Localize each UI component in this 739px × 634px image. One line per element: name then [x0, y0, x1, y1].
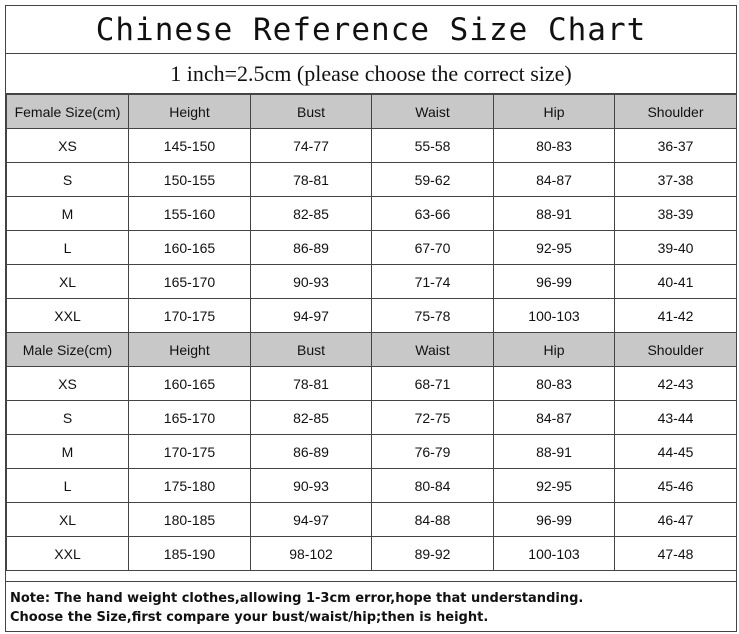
cell-waist: 59-62 — [372, 163, 494, 197]
cell-height: 155-160 — [129, 197, 251, 231]
size-label: S — [7, 401, 129, 435]
male-header-row — [7, 333, 737, 367]
cell-waist: 71-74 — [372, 265, 494, 299]
cell-shoulder: 46-47 — [615, 503, 737, 537]
size-label: M — [7, 435, 129, 469]
table-row — [7, 537, 737, 571]
cell-height: 170-175 — [129, 299, 251, 333]
size-chart — [5, 5, 737, 632]
cell-hip: 84-87 — [494, 163, 615, 197]
cell-bust: 90-93 — [251, 265, 372, 299]
cell-shoulder: 36-37 — [615, 129, 737, 163]
cell-bust: 82-85 — [251, 401, 372, 435]
cell-hip: 92-95 — [494, 469, 615, 503]
size-label: L — [7, 231, 129, 265]
column-header-waist: Waist — [372, 95, 494, 129]
note-line: Note: The hand weight clothes,allowing 1-3cm error,hope that understanding. — [10, 591, 584, 606]
column-header-bust: Bust — [251, 95, 372, 129]
cell-height: 180-185 — [129, 503, 251, 537]
column-header-height: Height — [129, 95, 251, 129]
column-header-waist: Waist — [372, 333, 494, 367]
column-header-hip: Hip — [494, 95, 615, 129]
size-table — [6, 94, 737, 571]
male-size-header: Male Size(cm) — [7, 333, 129, 367]
cell-bust: 78-81 — [251, 163, 372, 197]
size-label: XS — [7, 367, 129, 401]
cell-hip: 88-91 — [494, 197, 615, 231]
cell-waist: 55-58 — [372, 129, 494, 163]
size-note — [6, 581, 736, 631]
cell-height: 175-180 — [129, 469, 251, 503]
cell-bust: 78-81 — [251, 367, 372, 401]
female-section — [7, 95, 737, 333]
cell-waist: 72-75 — [372, 401, 494, 435]
note-line: Choose the Size,first compare your bust/waist/hip;then is height. — [10, 610, 489, 625]
size-label: XXL — [7, 537, 129, 571]
size-label: XL — [7, 503, 129, 537]
cell-waist: 76-79 — [372, 435, 494, 469]
female-header-row — [7, 95, 737, 129]
cell-height: 170-175 — [129, 435, 251, 469]
cell-shoulder: 47-48 — [615, 537, 737, 571]
cell-hip: 100-103 — [494, 537, 615, 571]
cell-shoulder: 41-42 — [615, 299, 737, 333]
chart-title: Chinese Reference Size Chart — [6, 6, 736, 54]
cell-waist: 89-92 — [372, 537, 494, 571]
cell-shoulder: 40-41 — [615, 265, 737, 299]
cell-bust: 86-89 — [251, 231, 372, 265]
cell-waist: 84-88 — [372, 503, 494, 537]
cell-shoulder: 45-46 — [615, 469, 737, 503]
table-row — [7, 163, 737, 197]
column-header-hip: Hip — [494, 333, 615, 367]
size-label: L — [7, 469, 129, 503]
cell-hip: 84-87 — [494, 401, 615, 435]
cell-height: 160-165 — [129, 231, 251, 265]
table-row — [7, 265, 737, 299]
cell-hip: 96-99 — [494, 503, 615, 537]
table-row — [7, 129, 737, 163]
cell-bust: 86-89 — [251, 435, 372, 469]
cell-height: 160-165 — [129, 367, 251, 401]
chart-subtitle: 1 inch=2.5cm (please choose the correct size) — [6, 54, 736, 94]
table-row — [7, 367, 737, 401]
cell-height: 145-150 — [129, 129, 251, 163]
column-header-shoulder: Shoulder — [615, 333, 737, 367]
cell-height: 150-155 — [129, 163, 251, 197]
table-row — [7, 503, 737, 537]
column-header-height: Height — [129, 333, 251, 367]
cell-shoulder: 39-40 — [615, 231, 737, 265]
column-header-bust: Bust — [251, 333, 372, 367]
cell-shoulder: 38-39 — [615, 197, 737, 231]
table-row — [7, 401, 737, 435]
cell-hip: 100-103 — [494, 299, 615, 333]
cell-shoulder: 42-43 — [615, 367, 737, 401]
cell-bust: 94-97 — [251, 299, 372, 333]
cell-hip: 80-83 — [494, 367, 615, 401]
size-label: XS — [7, 129, 129, 163]
column-header-shoulder: Shoulder — [615, 95, 737, 129]
cell-height: 165-170 — [129, 401, 251, 435]
table-row — [7, 435, 737, 469]
cell-waist: 67-70 — [372, 231, 494, 265]
table-row — [7, 299, 737, 333]
cell-height: 165-170 — [129, 265, 251, 299]
cell-bust: 82-85 — [251, 197, 372, 231]
cell-hip: 92-95 — [494, 231, 615, 265]
cell-bust: 94-97 — [251, 503, 372, 537]
cell-bust: 90-93 — [251, 469, 372, 503]
cell-waist: 80-84 — [372, 469, 494, 503]
cell-waist: 63-66 — [372, 197, 494, 231]
cell-hip: 88-91 — [494, 435, 615, 469]
cell-waist: 75-78 — [372, 299, 494, 333]
male-section — [7, 333, 737, 571]
cell-hip: 96-99 — [494, 265, 615, 299]
table-row — [7, 197, 737, 231]
cell-shoulder: 44-45 — [615, 435, 737, 469]
female-size-header: Female Size(cm) — [7, 95, 129, 129]
cell-bust: 74-77 — [251, 129, 372, 163]
cell-hip: 80-83 — [494, 129, 615, 163]
size-label: S — [7, 163, 129, 197]
cell-waist: 68-71 — [372, 367, 494, 401]
size-label: M — [7, 197, 129, 231]
table-row — [7, 231, 737, 265]
cell-shoulder: 37-38 — [615, 163, 737, 197]
size-label: XXL — [7, 299, 129, 333]
cell-height: 185-190 — [129, 537, 251, 571]
cell-bust: 98-102 — [251, 537, 372, 571]
cell-shoulder: 43-44 — [615, 401, 737, 435]
size-label: XL — [7, 265, 129, 299]
table-row — [7, 469, 737, 503]
